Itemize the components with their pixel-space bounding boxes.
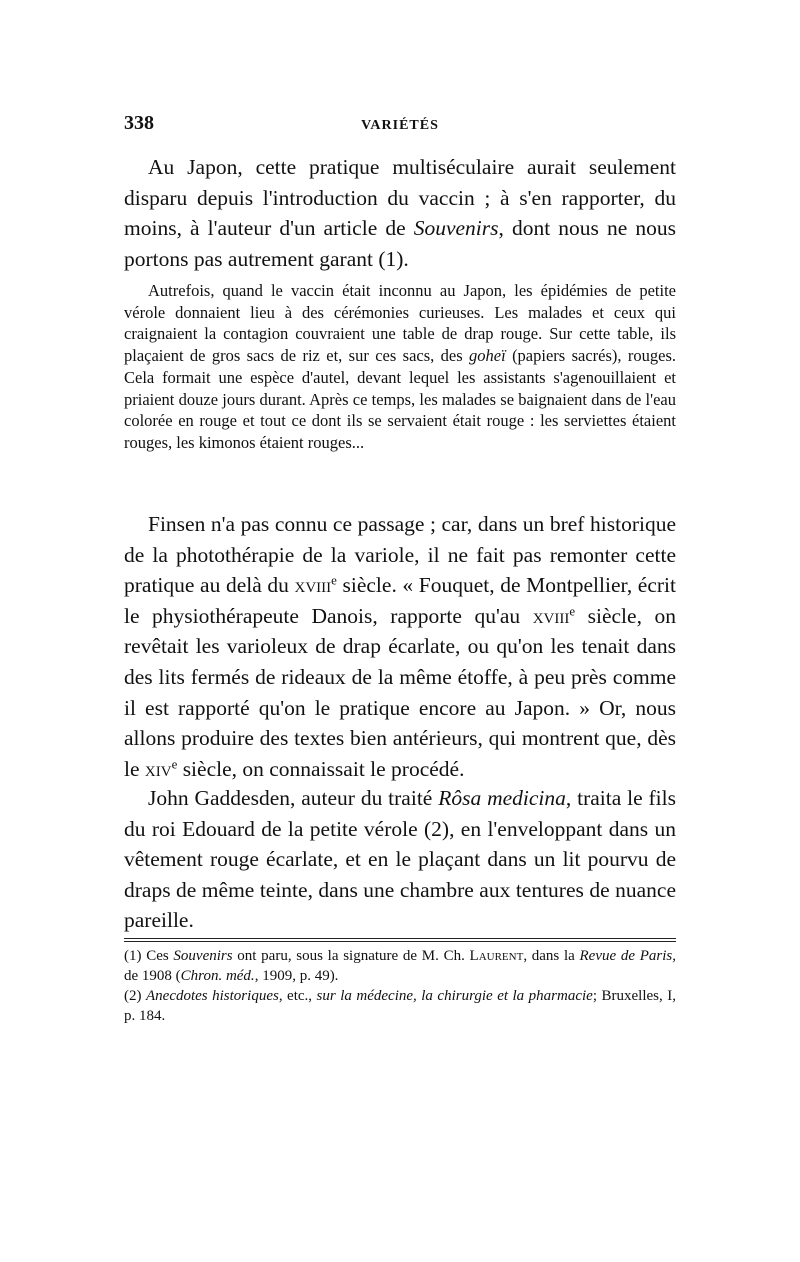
italic-title: Rôsa medicina <box>438 786 566 810</box>
italic-term: goheï <box>469 346 506 366</box>
text-run: Autrefois, quand le vaccin était inconnu au Japon, les épidémies de petite vérole donnaient lieu à des cérémonies curieuses. Les malades et ceux qui craignaient la contagion couvraient une table de drap rouge. Sur cette table, ils plaçaient de gros sacs de riz et, sur ces sacs, des <box>124 281 676 366</box>
page-number: 338 <box>124 112 154 134</box>
text-run: , de 1908 ( <box>124 948 676 984</box>
footnote-1 <box>124 946 676 986</box>
text-run: (1) Ces <box>124 948 174 964</box>
text-run: , 1909, p. 49). <box>254 968 339 984</box>
italic-title: sur la médecine, la chirurgie et la pharmacie <box>316 988 593 1004</box>
century-numeral: xviii <box>294 573 332 598</box>
footnote-2 <box>124 986 676 1026</box>
footnote-divider <box>124 941 676 942</box>
paragraph-japan <box>124 152 676 274</box>
footnote-divider <box>124 938 676 939</box>
text-run: (papiers sacrés), rouges. Cela formait une espèce d'autel, devant lequel les assistants s'agenouillaient et priaient douze jours durant. Après ce temps, les malades se baignaient dans de l'eau colorée en rouge et tout ce dont ils se servaient était rouge : les serviettes étaient rouges, les kimonos étaient rouges... <box>124 346 676 452</box>
text-run: siècle, on revêtait les varioleux de drap écarlate, ou qu'on les tenait dans des lits fermés de rideaux de la même étoffe, à peu près comme il est rapporté qu'on le pratique encore au Japon. » Or, nous allons produire des textes bien antérieurs, qui montrent que, dès le <box>124 603 676 781</box>
footnotes <box>124 946 676 1026</box>
century-numeral: xviii <box>532 603 570 628</box>
text-run: , traita le fils du roi Edouard de la petite vérole (2), en l'enveloppant dans un vêtement rouge écarlate, et en le plaçant dans un lit pourvu de draps de même teinte, dans une chambre aux tentures de nuance pareille. <box>124 786 676 933</box>
superscript: e <box>331 573 337 588</box>
paragraph-text <box>124 152 676 274</box>
paragraph-finsen <box>124 509 676 784</box>
author-name: Laurent <box>469 948 524 964</box>
page-header <box>124 112 676 142</box>
text-run: siècle, on connaissait le procédé. <box>177 756 465 781</box>
paragraph-gaddesden <box>124 783 676 936</box>
superscript: e <box>171 757 178 772</box>
running-title: VARIÉTÉS <box>361 118 439 133</box>
text-run: (2) <box>124 988 146 1004</box>
text-run: ont paru, sous la signature de M. Ch. <box>232 948 470 964</box>
paragraph-text <box>124 783 676 936</box>
superscript: e <box>569 604 576 619</box>
text-run: , etc., <box>278 988 317 1004</box>
block-quote <box>124 280 676 454</box>
italic-title: Chron. méd. <box>180 968 255 984</box>
text-run: , dans la <box>523 948 580 964</box>
text-run: , dont nous ne nous portons pas autrement garant (1). <box>124 216 677 271</box>
text-run: siècle. « Fouquet, de Montpellier, écrit le physiothérapeute Danois, rapporte qu'au <box>124 573 676 628</box>
italic-title: Souvenirs <box>173 948 233 964</box>
quote-text <box>124 280 676 454</box>
text-run: John Gaddesden, auteur du traité <box>148 786 439 810</box>
century-numeral: xiv <box>144 756 172 781</box>
italic-title: Revue de Paris <box>579 948 673 964</box>
italic-title: Souvenirs <box>413 216 499 241</box>
text-run: Au Japon, cette pratique multiséculaire aurait seulement disparu depuis l'introduction du vaccin ; à s'en rapporter, du moins, à l'auteur d'un article de <box>124 155 676 241</box>
text-run: Finsen n'a pas connu ce passage ; car, dans un bref historique de la photothérapie de la variole, il ne fait pas remonter cette pratique au delà du <box>124 512 676 598</box>
italic-title: Anecdotes historiques <box>146 988 279 1004</box>
paragraph-text <box>124 509 676 784</box>
text-run: ; Bruxelles, I, p. 184. <box>124 988 676 1024</box>
